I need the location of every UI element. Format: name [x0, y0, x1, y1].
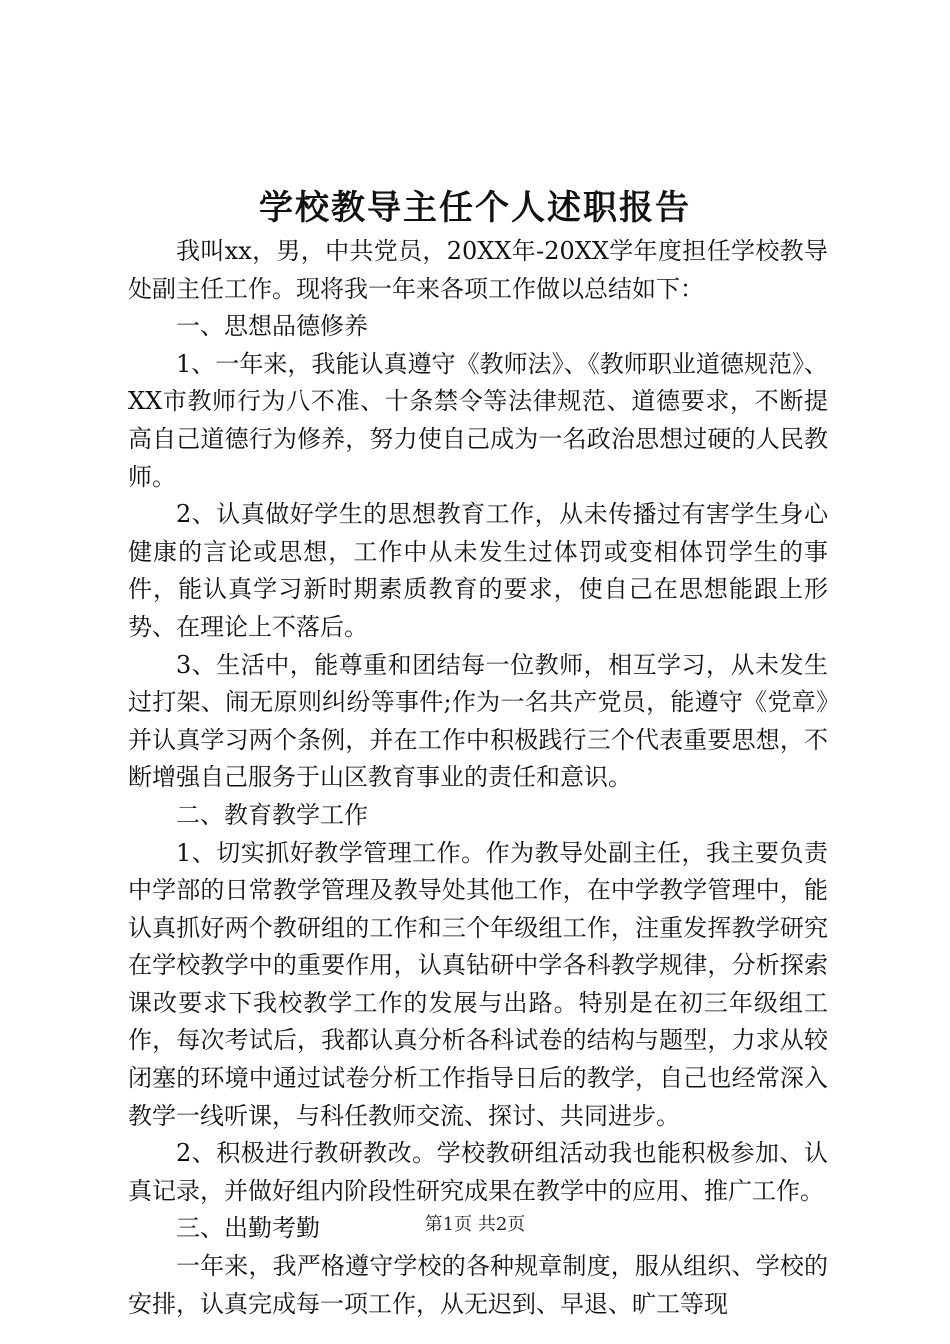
paragraph-1-2: 2、认真做好学生的思想教育工作，从未传播过有害学生身心健康的言论或思想，工作中从未发生过体罚或变相体罚学生的事件，能认真学习新时期素质教育的要求，使自己在思想能跟上形势、在理论上不落后。: [128, 500, 828, 641]
document-title: 学校教导主任个人述职报告: [259, 188, 691, 228]
section-heading-2: 二、教育教学工作: [176, 800, 368, 829]
paragraph-2-1: 1、切实抓好教学管理工作。作为教导处副主任，我主要负责中学部的日常教学管理及教导处其他工作，在中学教学管理中，能认真抓好两个教研组的工作和三个年级组工作，注重发挥教学研究在学校教学中的重要作用，认真钻研中学各科教学规律，分析探索课改要求下我校教学工作的发展与出路。特别是在初三年级组工作，每次考试后，我都认真分析各科试卷的结构与题型，力求从较闭塞的环境中通过试卷分析工作指导日后的教学，自己也经常深入教学一线听课，与科任教师交流、探讨、共同进步。: [128, 838, 828, 1130]
page-footer: 第1页 共2页: [424, 1214, 526, 1235]
paragraph-1-3: 3、生活中，能尊重和团结每一位教师，相互学习，从未发生过打架、闹无原则纠纷等事件;作为一名共产党员，能遵守《党章》并认真学习两个条例，并在工作中积极践行三个代表重要思想，不断增强自己服务于山区教育事业的责任和意识。: [128, 650, 828, 792]
paragraph-1-1: 1、一年来，我能认真遵守《教师法》、《教师职业道德规范》、XX市教师行为八不准、十条禁令等法律规范、道德要求，不断提高自己道德行为修养，努力使自己成为一名政治思想过硬的人民教师。: [128, 349, 828, 491]
paragraph-2-2: 2、积极进行教研教改。学校教研组活动我也能积极参加、认真记录，并做好组内阶段性研究成果在教学中的应用、推广工作。: [128, 1139, 828, 1205]
document-body: [128, 233, 828, 1323]
intro-paragraph: 我叫xx，男，中共党员，20XX年-20XX学年度担任学校教导处副主任工作。现将我一年来各项工作做以总结如下：: [128, 237, 828, 303]
section-heading-3: 三、出勤考勤: [176, 1214, 320, 1243]
section-heading-1: 一、思想品德修养: [176, 312, 368, 341]
paragraph-3-1: 一年来，我严格遵守学校的各种规章制度，服从组织、学校的安排，认真完成每一项工作，从无迟到、早退、旷工等现: [128, 1252, 828, 1318]
